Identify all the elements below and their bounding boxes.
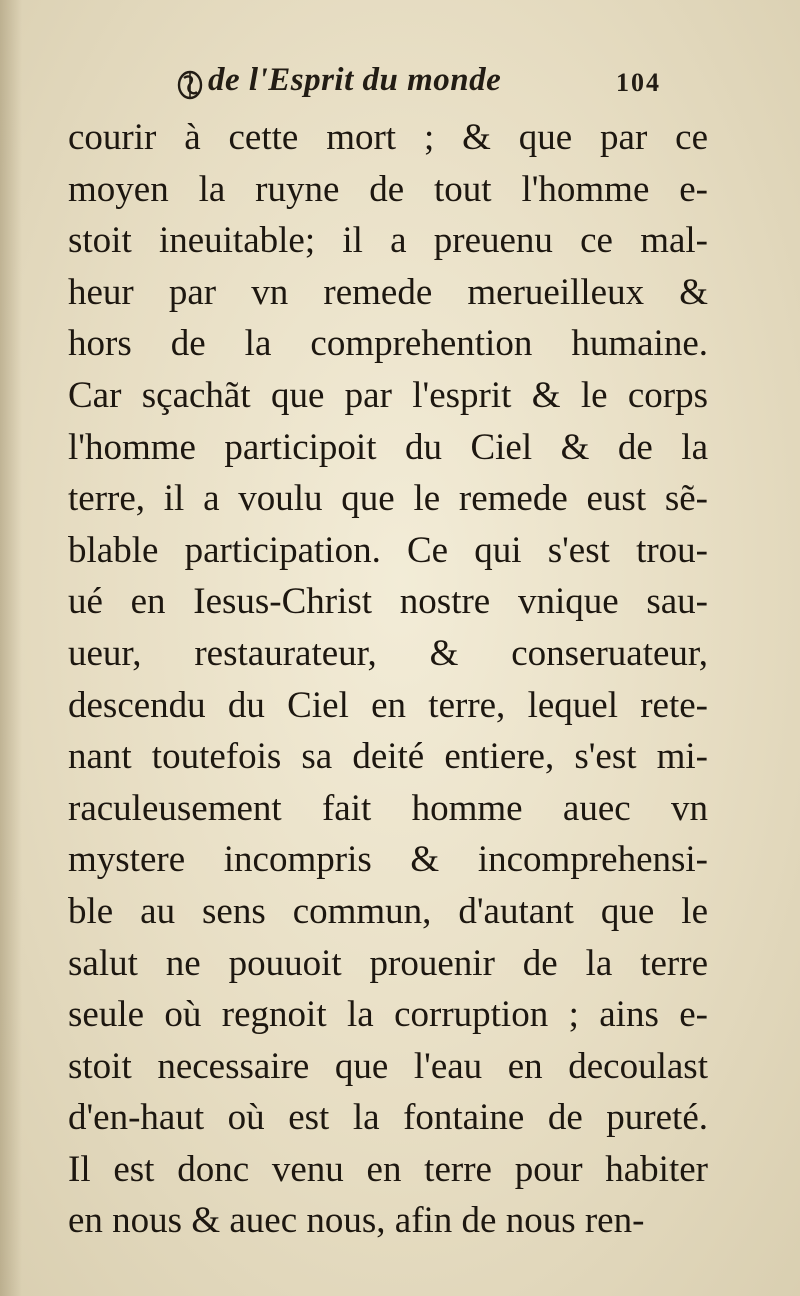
text-line: moyen la ruyne de tout l'homme e- <box>68 168 708 210</box>
text-line: l'homme participoit du Ciel & de la <box>68 426 708 468</box>
text-line: descendu du Ciel en terre, lequel rete- <box>68 684 708 726</box>
text-line: en nous & auec nous, afin de nous ren- <box>68 1200 645 1242</box>
page-number: 104 <box>616 68 661 97</box>
body-text <box>68 112 708 1247</box>
text-line: heur par vn remede merueilleux & <box>68 271 708 313</box>
text-line: ué en Iesus-Christ nostre vnique sau- <box>68 581 708 623</box>
page-gutter-shadow <box>0 0 22 1296</box>
text-line: mystere incompris & incomprehensi- <box>68 839 708 881</box>
text-line: Il est donc venu en terre pour habiter <box>68 1148 708 1190</box>
fleuron-ornament-icon <box>175 68 205 102</box>
page-header-title: de l'Esprit du monde <box>208 62 502 98</box>
text-line: raculeusement fait homme auec vn <box>68 787 708 829</box>
text-line: hors de la comprehention humaine. <box>68 323 708 365</box>
text-line: nant toutefois sa deité entiere, s'est mi- <box>68 736 708 778</box>
text-line: stoit ineuitable; il a preuenu ce mal- <box>68 220 708 262</box>
text-line: stoit necessaire que l'eau en decoulast <box>68 1045 708 1087</box>
running-head <box>0 62 800 106</box>
text-line: Car sçachãt que par l'esprit & le corps <box>68 374 708 416</box>
text-line: seule où regnoit la corruption ; ains e- <box>68 994 708 1036</box>
text-line: salut ne pouuoit prouenir de la terre <box>68 942 708 984</box>
text-line: ueur, restaurateur, & conseruateur, <box>68 632 708 674</box>
text-line: blable participation. Ce qui s'est trou- <box>68 529 708 571</box>
text-line: terre, il a voulu que le remede eust sẽ- <box>68 478 708 520</box>
text-line: courir à cette mort ; & que par ce <box>68 117 708 158</box>
text-line: d'en-haut où est la fontaine de pureté. <box>68 1097 708 1139</box>
text-line: ble au sens commun, d'autant que le <box>68 890 708 932</box>
